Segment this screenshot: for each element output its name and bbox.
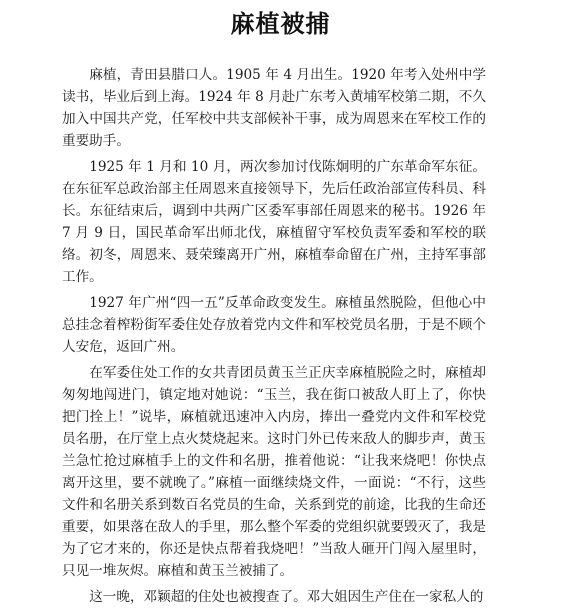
paragraph-1: 麻植，青田县腊口人。1905 年 4 月出生。1920 年考入处州中学读书，毕业后到上海。1924 年 8 月赴广东考入黄埔军校第二期，不久加入中国共产党，任军校中共支部候补干事，成为周恩来在军校工作的重要助手。 (62, 67, 486, 149)
article-body (62, 64, 486, 609)
paragraph-4: 在军委住处工作的女共青团员黄玉兰正庆幸麻植脱险之时，麻植却匆匆地闯进门，镇定地对她说：“玉兰，我在街口被敌人盯上了，你快把门拴上！”说毕，麻植就迅速冲入内房，捧出一叠党内文件和军校党员名册，在厅堂上点火焚烧起来。这时门外已传来敌人的脚步声，黄玉兰急忙抢过麻植手上的文件和名册，推着他说：“让我来烧吧！你快点离开这里，要不就晚了。”麻植一面继续烧文件，一面说：“不行，这些文件和名册关系到数百名党员的生命，关系到党的前途，比我的生命还重要，如果落在敌人的手里，那么整个军委的党组织就要毁灭了，我是为了它才来的，你还是快点帮着我烧吧！”当敌人砸开门闯入屋里时，只见一堆灰烬。麻植和黄玉兰被捕了。 (62, 365, 486, 579)
paragraph-3: 1927 年广州“四一五”反革命政变发生。麻植虽然脱险，但他心中总挂念着榨粉街军委住处存放着党内文件和军校党员名册，于是不顾个人安危，返回广州。 (62, 295, 486, 355)
paragraph-2: 1925 年 1 月和 10 月，两次参加讨伐陈炯明的广东革命军东征。在东征军总政治部主任周恩来直接领导下，先后任政治部宣传科员、科长。东征结束后，调到中共两广区委军事部任周恩来的秘书。1926 年 7 月 9 日，国民革命军出师北伐，麻植留守军校负责军委和军校的联络。初冬，周恩来、聂荣臻离开广州，麻植奉命留在广州，主持军事部工作。 (62, 159, 486, 285)
page-title: 麻植被捕 (230, 9, 331, 38)
paragraph-5: 这一晚，邓颖超的住处也被搜查了。邓大姐因生产住在一家私人的 (89, 589, 484, 605)
